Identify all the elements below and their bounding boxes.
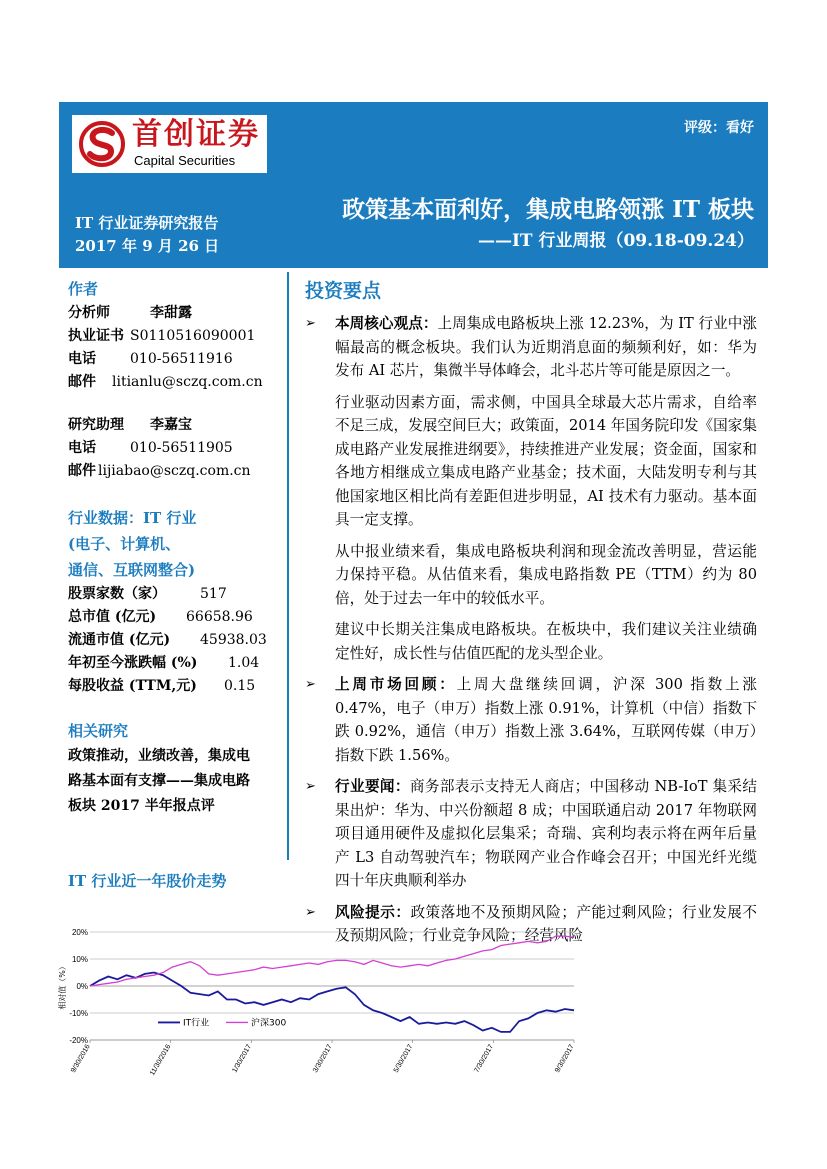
assistant-row: 研究助理 李嘉宝 (68, 417, 192, 433)
legend-label-it: IT行业 (183, 1018, 210, 1029)
industry-float-cap: 流通市值 (亿元) 45938.03 (68, 632, 267, 648)
sidebar (68, 278, 278, 819)
industry-heading: 行业数据：IT 行业 (68, 509, 197, 527)
drivers-paragraph: 行业驱动因素方面，需求侧，中国具全球最大芯片需求，自给率不足三成，发展空间巨大；政策面，2014 年国务院印发《国家集成电路产业发展推进纲要》，持续推进产业发展；资金面，国家和各地方相继成立集成电路产业基金；技术面，大陆发明专利与其他国家地区相比尚有差距但进步明显，AI 技术有力驱动。基本面具一定支撑。 (335, 393, 757, 528)
industry-heading-3: 通信、互联网整合) (68, 561, 196, 579)
recommendation-paragraph: 建议中长期关注集成电路板块。在板块中，我们建议关注业绩确定性好，成长性与估值匹配的龙头型企业。 (335, 621, 757, 662)
logo-english: Capital Securities (134, 153, 236, 168)
x-tick-label: 5/30/2017 (392, 1043, 415, 1074)
industry-market-cap: 总市值 (亿元) 66658.96 (68, 609, 253, 625)
capital-securities-logo-icon (79, 121, 125, 167)
earnings-paragraph: 从中报业绩来看，集成电路板块利润和现金流改善明显，营运能力保持平稳。从估值来看，集成电路指数 PE（TTM）约为 80 倍，处于过去一年中的较低水平。 (335, 542, 757, 607)
industry-stock-count: 股票家数（家） 517 (68, 586, 227, 602)
x-tick-label: 9/30/2016 (70, 1043, 92, 1074)
phone2-row: 电话 010-56511905 (68, 440, 233, 456)
report-type: IT 行业证券研究报告 (75, 214, 219, 232)
risk-bullet: ➢ 风险提示：政策落地不及预期风险；产能过剩风险；行业发展不及预期风险；行业竞争风险；经营风险 (305, 901, 757, 948)
arrow-bullet-icon: ➢ (305, 677, 316, 692)
industry-ytd-change: 年初至今涨跌幅 (%) 1.04 (68, 655, 260, 671)
y-tick-label: 0% (76, 982, 88, 991)
mail2-row: 邮件 lijiabao@sczq.com.cn (68, 463, 251, 479)
y-tick-label: -10% (69, 1009, 88, 1018)
report-date: 2017 年 9 月 26 日 (75, 237, 220, 255)
x-tick-label: 9/30/2017 (554, 1043, 576, 1074)
chart-heading: IT 行业近一年股价走势 (68, 872, 227, 890)
x-tick-label: 11/30/2016 (149, 1043, 173, 1077)
stock-trend-chart (58, 922, 596, 1082)
logo (72, 115, 267, 173)
report-title: 政策基本面利好，集成电路领涨 IT 板块 (342, 196, 754, 223)
analyst-row: 分析师 李甜露 (68, 305, 192, 321)
related-heading: 相关研究 (68, 722, 129, 740)
industry-heading-2: (电子、计算机、 (68, 535, 181, 553)
report-subtitle: ——IT 行业周报（09.18-09.24） (477, 231, 754, 251)
x-tick-label: 3/30/2017 (312, 1043, 334, 1074)
logo-chinese: 首创证券 (132, 117, 260, 152)
report-header (59, 102, 768, 268)
related-link[interactable]: 政策推动，业绩改善，集成电 路基本面有支撑——集成电路 板块 2017 半年报点评 (68, 748, 250, 814)
industry-news-bullet: ➢ 行业要闻：商务部表示支持无人商店；中国移动 NB-IoT 集采结果出炉：华为、中兴份额超 8 成；中国联通启动 2017 年物联网项目通用硬件及虚拟化层集采；奇瑞、宾利均表示将在两年后量产 L3 自动驾驶汽车；物联网产业合作峰会召开；中国光纤光缆四十年庆典顺利举办 (305, 775, 757, 893)
column-divider (287, 272, 289, 860)
phone-row: 电话 010-56511916 (68, 351, 233, 367)
y-axis-label: 相对值（%） (58, 962, 67, 1010)
main-content (305, 278, 757, 948)
rating: 评级：看好 (684, 120, 754, 136)
y-tick-label: 10% (71, 955, 88, 964)
legend-label-hs300: 沪深300 (251, 1018, 287, 1029)
investment-highlights-heading: 投资要点 (305, 280, 382, 302)
series-line-hs300 (90, 936, 574, 986)
y-tick-label: -20% (69, 1036, 88, 1045)
cert-row: 执业证书 S0110516090001 (68, 328, 256, 344)
arrow-bullet-icon: ➢ (305, 904, 316, 920)
x-tick-label: 7/30/2017 (473, 1043, 496, 1074)
x-tick-label: 1/30/2017 (231, 1043, 254, 1074)
y-tick-label: 20% (71, 928, 88, 937)
arrow-bullet-icon: ➢ (305, 779, 316, 794)
market-review-bullet: ➢ 上周市场回顾：上周大盘继续回调，沪深 300 指数上涨 0.47%，电子（申万）指数上涨 0.91%，计算机（中信）指数下跌 0.92%，通信（申万）指数上涨 3.64%，互联网传媒（申万）指数下跌 1.56%。 (305, 673, 757, 767)
mail-row: 邮件 litianlu@sczq.com.cn (68, 374, 263, 390)
core-view-bullet: ➢ 本周核心观点：上周集成电路板块上涨 12.23%，为 IT 行业中涨幅最高的概念板块。我们认为近期消息面的频频利好，如：华为发布 AI 芯片，集微半导体峰会，北斗芯片等可能是原因之一。 (305, 312, 757, 383)
industry-eps: 每股收益 (TTM,元) 0.15 (68, 678, 256, 694)
authors-heading: 作者 (68, 280, 99, 298)
arrow-bullet-icon: ➢ (305, 316, 316, 331)
